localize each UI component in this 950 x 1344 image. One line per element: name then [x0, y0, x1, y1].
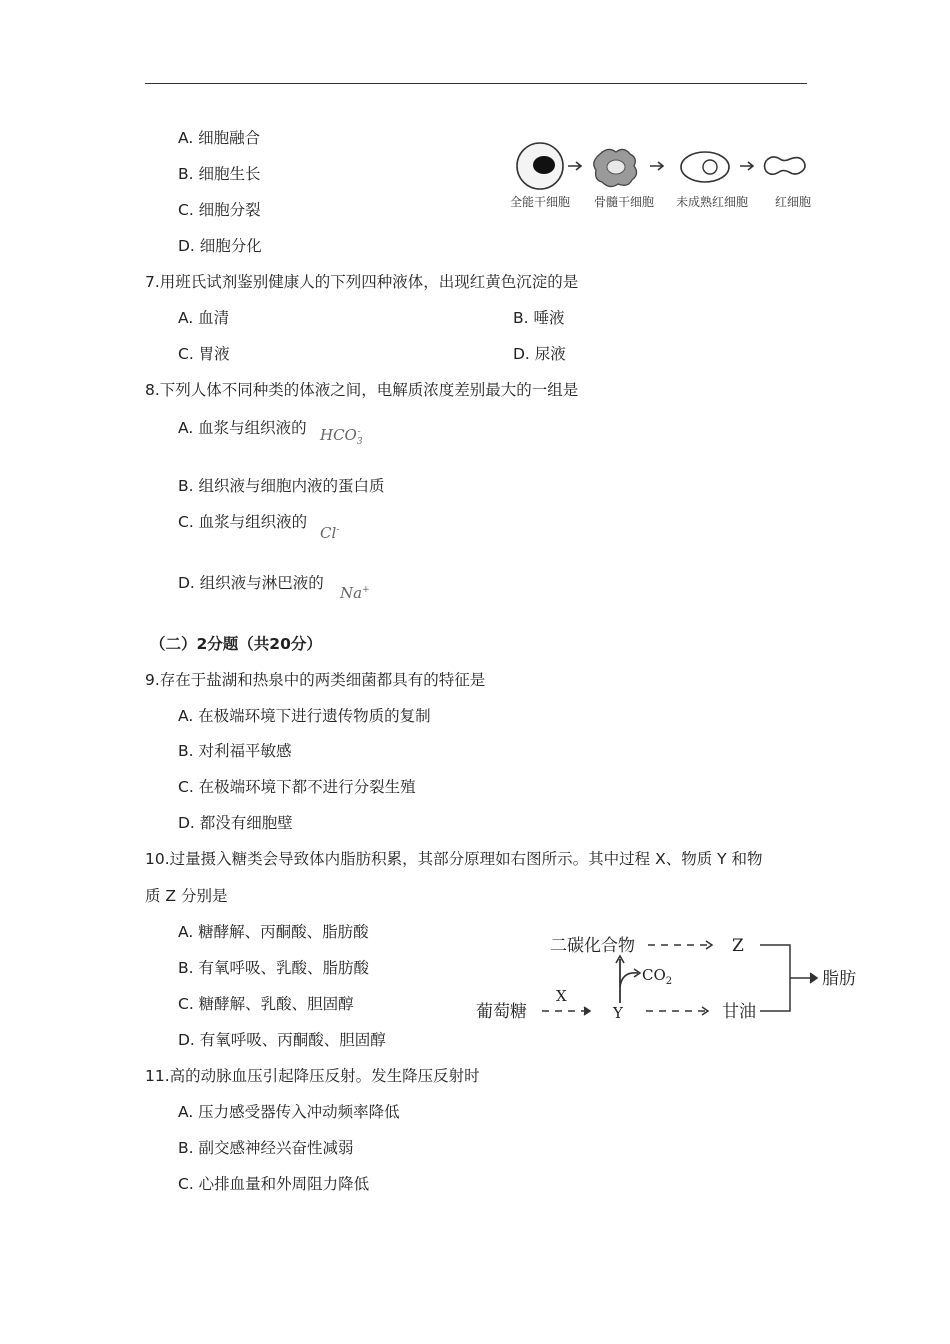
q9-stem: 9.存在于盐湖和热泉中的两类细菌都具有的特征是: [145, 671, 486, 689]
label-rbc: 红细胞: [774, 195, 812, 209]
q9-option-d[interactable]: D. 都没有细胞壁: [178, 814, 293, 832]
q9-option-c[interactable]: C. 在极端环境下都不进行分裂生殖: [178, 778, 416, 796]
q6-option-a[interactable]: A. 细胞融合: [178, 129, 261, 147]
rbc-icon: [765, 157, 806, 174]
q8-stem: 8.下列人体不同种类的体液之间，电解质浓度差别最大的一组是: [145, 381, 579, 399]
ion-hco3: $HCO_3^-$: [320, 426, 363, 447]
label-y: Y: [613, 1004, 623, 1022]
q6-option-c[interactable]: C. 细胞分裂: [178, 201, 261, 219]
fat-synthesis-diagram: [470, 925, 870, 1025]
q7-option-b[interactable]: B. 唾液: [513, 309, 565, 327]
q6-option-d[interactable]: D. 细胞分化: [178, 237, 262, 255]
label-z: Z: [732, 936, 744, 956]
header-rule: [145, 83, 807, 84]
arrow-icon: [650, 162, 663, 170]
label-glucose: 葡萄糖: [476, 1002, 527, 1022]
cell-differentiation-figure: [500, 140, 818, 215]
label-marrow-stem: 骨髓干细胞: [593, 195, 655, 209]
q11-stem: 11.高的动脉血压引起降压反射。发生降压反射时: [145, 1067, 480, 1085]
arrow-icon: [810, 973, 817, 983]
q8-option-a[interactable]: A. 血浆与组织液的: [178, 419, 307, 437]
arrow-icon: [568, 162, 581, 170]
label-x: X: [556, 987, 567, 1005]
q10-option-a[interactable]: A. 糖酵解、丙酮酸、脂肪酸: [178, 923, 369, 941]
q11-option-a[interactable]: A. 压力感受器传入冲动频率降低: [178, 1103, 400, 1121]
q8-option-c[interactable]: C. 血浆与组织液的: [178, 513, 308, 531]
q10-option-c[interactable]: C. 糖酵解、乳酸、胆固醇: [178, 995, 354, 1013]
q7-stem: 7.用班氏试剂鉴别健康人的下列四种液体，出现红黄色沉淀的是: [145, 273, 579, 291]
q8-option-b[interactable]: B. 组织液与细胞内液的蛋白质: [178, 477, 385, 495]
label-glycerol: 甘油: [722, 1002, 756, 1022]
q11-option-b[interactable]: B. 副交感神经兴奋性减弱: [178, 1139, 354, 1157]
q6-option-b[interactable]: B. 细胞生长: [178, 165, 261, 183]
q9-option-b[interactable]: B. 对利福平敏感: [178, 742, 292, 760]
label-co2: $CO_2$: [642, 966, 673, 987]
label-totipotent: 全能干细胞: [509, 195, 571, 209]
q10-stem-line2: 质 Z 分别是: [145, 887, 228, 905]
label-fat: 脂肪: [822, 969, 856, 989]
arrow-icon: [584, 1007, 590, 1015]
q10-option-d[interactable]: D. 有氧呼吸、丙酮酸、胆固醇: [178, 1031, 386, 1049]
q10-stem-line1: 10.过量摄入糖类会导致体内脂肪积累，其部分原理如右图所示。其中过程 X、物质 Y 和物: [145, 850, 763, 868]
q8-option-d[interactable]: D. 组织液与淋巴液的: [178, 574, 324, 592]
q10-option-b[interactable]: B. 有氧呼吸、乳酸、脂肪酸: [178, 959, 369, 977]
q7-option-c[interactable]: C. 胃液: [178, 345, 230, 363]
ion-cl: Cl-: [320, 524, 340, 542]
ion-na: Na+: [340, 584, 370, 602]
q9-option-a[interactable]: A. 在极端环境下进行遗传物质的复制: [178, 707, 431, 725]
label-two-carbon: 二碳化合物: [550, 936, 635, 956]
q7-option-a[interactable]: A. 血清: [178, 309, 230, 327]
section-header: （二）2分题（共20分）: [150, 635, 322, 653]
label-immature-rbc: 未成熟红细胞: [675, 195, 749, 209]
q11-option-c[interactable]: C. 心排血量和外周阻力降低: [178, 1175, 370, 1193]
arrow-icon: [740, 162, 753, 170]
q7-option-d[interactable]: D. 尿液: [513, 345, 566, 363]
